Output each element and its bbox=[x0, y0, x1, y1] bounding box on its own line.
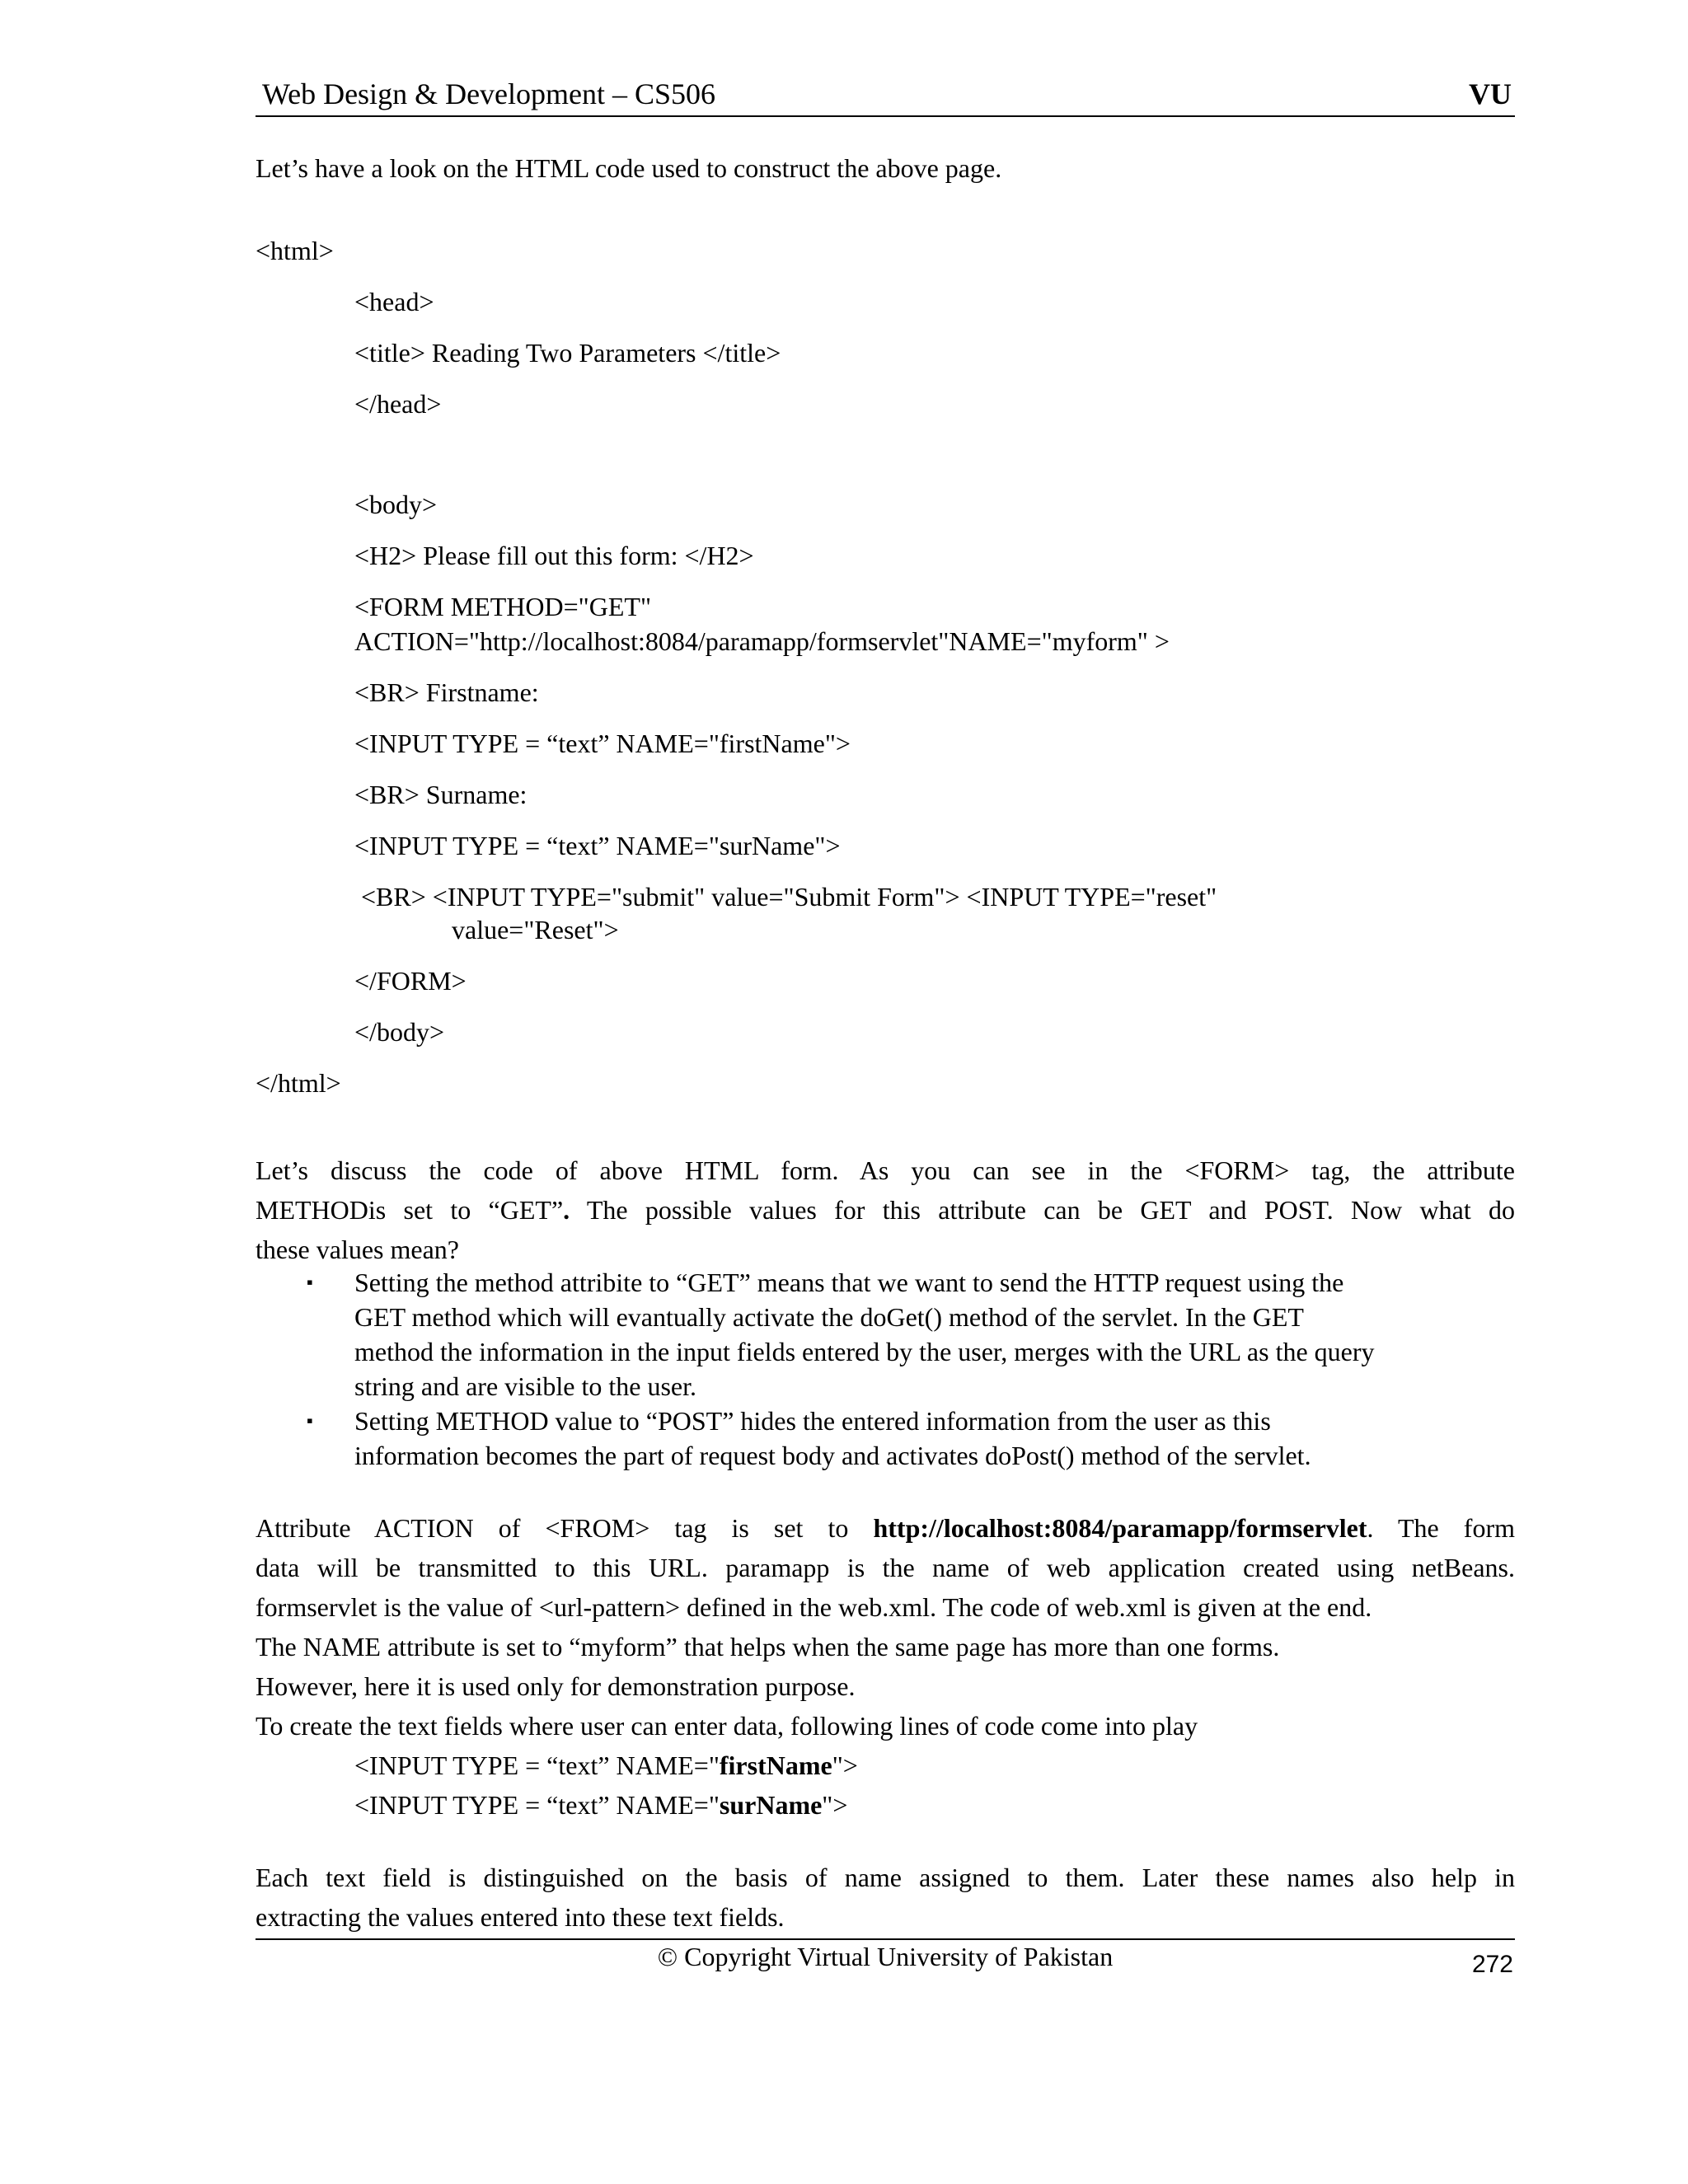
code-line: </html> bbox=[256, 1068, 341, 1098]
code-snippet-text: "> bbox=[832, 1750, 858, 1780]
discussion-text: . bbox=[563, 1195, 570, 1225]
discussion-line: these values mean? bbox=[256, 1235, 459, 1264]
header-course-code: VU bbox=[1469, 77, 1512, 110]
closing-line: Each text field is distinguished on the basis of name assigned to them. Later these names also help in bbox=[256, 1863, 1515, 1892]
discussion-line: Let’s discuss the code of above HTML form. As you can see in the <FORM> tag, the attribute bbox=[256, 1155, 1515, 1185]
code-snippet bbox=[354, 1749, 858, 1782]
discussion-text: The possible values for this attribute can be GET and POST. Now what do bbox=[570, 1195, 1516, 1225]
code-line: ACTION="http://localhost:8084/paramapp/formservlet"NAME="myform" > bbox=[354, 626, 1170, 656]
code-line: value="Reset"> bbox=[452, 915, 619, 944]
intro-text: Let’s have a look on the HTML code used to construct the above page. bbox=[256, 153, 1002, 183]
action-line bbox=[256, 1508, 1515, 1548]
bullet-line: GET method which will evantually activate the doGet() method of the servlet. In the GET bbox=[354, 1302, 1304, 1332]
footer-copyright: © Copyright Virtual University of Pakistan bbox=[657, 1942, 1114, 1971]
code-line: <INPUT TYPE = “text” NAME="firstName"> bbox=[354, 729, 851, 758]
code-snippet-name: firstName bbox=[719, 1750, 832, 1780]
page-header bbox=[256, 73, 1515, 117]
action-line: However, here it is used only for demonstration purpose. bbox=[256, 1671, 856, 1701]
code-line: </head> bbox=[354, 389, 442, 419]
action-url: http://localhost:8084/paramapp/formservlet bbox=[873, 1513, 1367, 1543]
page-number: 272 bbox=[1471, 1951, 1513, 1978]
closing-line: extracting the values entered into these text fields. bbox=[256, 1902, 785, 1932]
code-line: <INPUT TYPE = “text” NAME="surName"> bbox=[354, 831, 841, 860]
bullet-line: Setting METHOD value to “POST” hides the entered information from the user as this bbox=[354, 1406, 1271, 1436]
bullet-line: string and are visible to the user. bbox=[354, 1371, 697, 1401]
discussion-line bbox=[256, 1190, 1515, 1230]
action-text: Attribute ACTION of <FROM> tag is set to bbox=[256, 1513, 874, 1543]
code-line: <H2> Please fill out this form: </H2> bbox=[354, 541, 754, 570]
bullet-line: Setting the method attribite to “GET” means that we want to send the HTTP request using the bbox=[354, 1268, 1344, 1297]
code-snippet-name: surName bbox=[719, 1790, 823, 1820]
discussion-text: METHODis set to “GET” bbox=[256, 1195, 564, 1225]
code-line: </body> bbox=[354, 1017, 444, 1047]
header-title: Web Design & Development – CS506 bbox=[262, 77, 716, 110]
code-line: </FORM> bbox=[354, 966, 467, 996]
action-line: To create the text fields where user can enter data, following lines of code come into play bbox=[256, 1711, 1198, 1741]
code-snippet bbox=[354, 1788, 847, 1821]
bullet-icon: ▪ bbox=[307, 1410, 313, 1431]
code-line: <body> bbox=[354, 490, 438, 519]
action-line: data will be transmitted to this URL. paramapp is the name of web application created using netBeans. bbox=[256, 1553, 1515, 1582]
code-line: <title> Reading Two Parameters </title> bbox=[354, 338, 781, 368]
code-line: <html> bbox=[256, 236, 334, 265]
action-line: formservlet is the value of <url-pattern> defined in the web.xml. The code of web.xml is given at the end. bbox=[256, 1592, 1372, 1622]
code-line: <BR> Surname: bbox=[354, 780, 528, 809]
bullet-line: information becomes the part of request body and activates doPost() method of the servlet. bbox=[354, 1441, 1311, 1470]
code-line: <BR> <INPUT TYPE="submit" value="Submit Form"> <INPUT TYPE="reset" bbox=[361, 882, 1217, 912]
code-line: <head> bbox=[354, 287, 434, 316]
code-line: <BR> Firstname: bbox=[354, 677, 539, 707]
code-snippet-text: <INPUT TYPE = “text” NAME=" bbox=[354, 1750, 720, 1780]
bullet-icon: ▪ bbox=[307, 1272, 313, 1292]
bullet-line: method the information in the input fields entered by the user, merges with the URL as the query bbox=[354, 1337, 1375, 1366]
code-snippet-text: "> bbox=[822, 1790, 848, 1820]
action-text: . The form bbox=[1367, 1513, 1516, 1543]
code-snippet-text: <INPUT TYPE = “text” NAME=" bbox=[354, 1790, 720, 1820]
action-line: The NAME attribute is set to “myform” that helps when the same page has more than one forms. bbox=[256, 1632, 1280, 1661]
code-line: <FORM METHOD="GET" bbox=[354, 592, 651, 621]
